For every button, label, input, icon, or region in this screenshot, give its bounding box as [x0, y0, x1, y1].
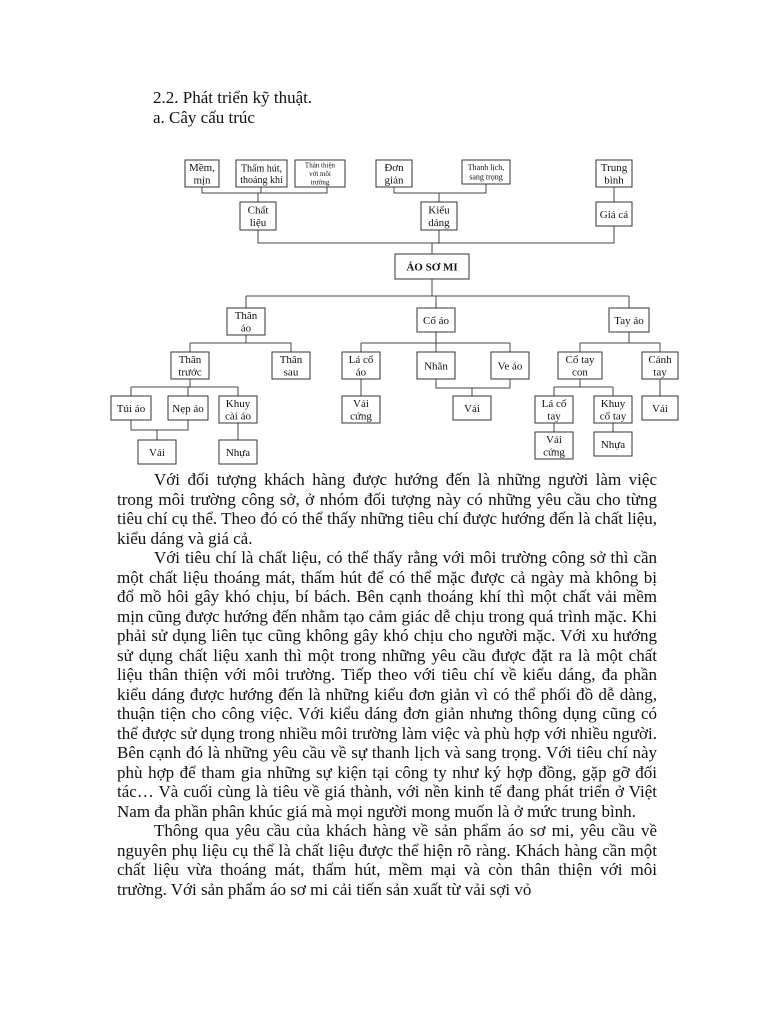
tree-node-co-tay-con — [558, 352, 602, 379]
tree-node-nep-ao — [168, 396, 208, 420]
tree-node-tham-hut — [236, 160, 287, 187]
tree-node-la-co-tay — [535, 396, 573, 423]
tree-node-label: trước — [178, 366, 202, 379]
tree-node-label: Lá cổ — [348, 354, 374, 367]
tree-node-tui-ao — [111, 396, 151, 420]
tree-node-than-truoc — [171, 352, 209, 379]
tree-connector — [131, 420, 188, 430]
tree-node-tay-ao — [609, 308, 649, 332]
tree-node-label: tay — [547, 410, 561, 423]
tree-node-label: Đơn — [384, 162, 404, 175]
structure-tree-diagram — [0, 0, 768, 470]
tree-node-label: Nẹp áo — [172, 402, 204, 415]
tree-node-label: cứng — [543, 446, 565, 459]
tree-node-khuy-cai-ao — [219, 396, 257, 423]
tree-node-label: con — [572, 366, 588, 379]
tree-node-nhua-1 — [219, 440, 257, 464]
tree-node-label: Thân — [234, 310, 258, 323]
tree-node-than-ao — [227, 308, 265, 335]
tree-node-khuy-co-tay — [594, 396, 632, 423]
tree-node-label: tay — [653, 366, 667, 379]
tree-node-label: Trung — [600, 162, 628, 175]
tree-node-vai-1 — [453, 396, 491, 420]
tree-nodes — [111, 160, 678, 464]
tree-node-label: Vải — [353, 398, 369, 411]
tree-connector — [246, 335, 291, 352]
tree-node-label: Kiểu — [428, 204, 450, 217]
tree-node-label: bình — [604, 174, 624, 187]
tree-node-label: Khuy — [600, 398, 626, 411]
tree-node-label: dáng — [428, 217, 450, 230]
tree-node-label: Lá cổ — [541, 398, 567, 411]
tree-node-label: Thân — [279, 354, 303, 367]
tree-node-label: Mềm, — [189, 162, 215, 175]
tree-node-label: trường — [310, 178, 330, 187]
tree-node-trung-binh — [596, 160, 632, 187]
tree-node-label: Thấm hút, — [240, 163, 283, 175]
tree-node-co-ao — [417, 308, 455, 332]
tree-node-label: liệu — [249, 217, 267, 230]
tree-node-thanh-lich — [462, 160, 510, 184]
tree-node-label: cứng — [350, 410, 372, 423]
tree-node-label: sang trọng — [469, 172, 503, 182]
section-heading: 2.2. Phát triển kỹ thuật. — [153, 88, 313, 107]
tree-node-la-co-ao — [342, 352, 380, 379]
tree-node-vai-2 — [642, 396, 678, 420]
tree-node-than-thien — [295, 160, 345, 187]
tree-node-label: Nhãn — [424, 360, 448, 373]
tree-node-don-gian — [376, 160, 412, 187]
tree-node-label: Thân thiện — [304, 161, 336, 170]
tree-node-label: Cánh — [648, 354, 672, 367]
tree-node-label: Vải — [546, 434, 562, 447]
paragraph-intro: Với đối tượng khách hàng được hướng đến là những người làm việc trong môi trường công sở, ở nhóm đối tượng này có những yêu cầu cho từng tiêu chí cụ thể. Theo đó có thể thấy những tiêu chí được hướng đến là chất liệu, kiểu dáng và giá cả. — [117, 470, 657, 548]
subheading: a. Cây cấu trúc — [153, 108, 255, 127]
tree-node-nhua-2 — [594, 432, 632, 456]
tree-node-label: Túi áo — [116, 402, 146, 415]
tree-connectors — [131, 184, 660, 440]
tree-node-vai-cung-1 — [342, 396, 380, 423]
tree-node-label: thoáng khí — [240, 174, 283, 186]
tree-node-gia-ca — [596, 202, 632, 226]
tree-node-nhan — [417, 352, 455, 379]
tree-node-label: áo — [355, 366, 367, 379]
tree-node-label: Vải — [149, 446, 165, 459]
paragraph-materials: Thông qua yêu cầu của khách hàng về sản phẩm áo sơ mi, yêu cầu về nguyên phụ liệu cụ thể là chất liệu được thể hiện rõ ràng. Khách hàng cần một chất liệu vừa thoáng mát, thấm hút, mềm mại và còn thân thiện với môi trường. Với sản phẩm áo sơ mi cải tiến sản xuất từ vải sợi vỏ — [117, 821, 657, 899]
tree-node-than-sau — [272, 352, 310, 379]
tree-connector — [436, 379, 510, 388]
tree-node-label: ÁO SƠ MI — [406, 261, 458, 274]
tree-node-label: Tay áo — [614, 314, 644, 327]
tree-node-canh-tay — [642, 352, 678, 379]
tree-node-label: Giá cả — [599, 208, 629, 221]
tree-node-label: cài áo — [225, 410, 251, 423]
tree-node-label: Nhựa — [600, 438, 626, 451]
paragraph-criteria: Với tiêu chí là chất liệu, có thể thấy rằng với môi trường công sở thì cần một chất liệu thoáng mát, thấm hút để có thể mặc được cả ngày mà không bị đổ mồ hôi gây khó chịu, bí bách. Bên cạnh thoáng khí thì một chất vải mềm mịn cũng được hướng đến nhằm tạo cảm giác dễ chịu trong quá trình mặc. Khi phải sử dụng liên tục cũng không gây khó chịu cho người mặc. Với xu hướng sử dụng chất liệu xanh thì một trong những yêu cầu được đặt ra là một chất liệu thân thiện với môi trường. Tiếp theo với tiêu chí về kiểu dáng, đa phần kiểu dáng được hướng đến là những kiểu đơn giản vì có thể phối đồ dễ dàng, thuận tiện cho công việc. Với kiểu dáng đơn giản nhưng thông dụng cũng có thể được sử dụng trong nhiều môi trường làm việc và phù hợp với nhiều người. Bên cạnh đó là những yêu cầu về sự thanh lịch và sang trọng. Với tiêu chí này phù hợp để tham gia những sự kiện tại công ty như ký hợp đồng, gặp gỡ đối tác… Và cuối cùng là tiêu về giá thành, với nền kinh tế đang phát triển ở Việt Nam đa phần phân khúc giá mà mọi người mong muốn là ở mức trung bình. — [117, 548, 657, 821]
tree-connector — [202, 187, 327, 193]
tree-node-ao-so-mi — [395, 254, 469, 279]
tree-node-label: Khuy — [225, 398, 251, 411]
tree-node-label: giản — [384, 174, 404, 187]
tree-node-label: Thân — [178, 354, 202, 367]
tree-node-vai-cung-2 — [535, 432, 573, 459]
tree-node-label: Vải — [652, 402, 668, 415]
tree-node-label: Cổ áo — [423, 314, 449, 327]
tree-node-label: sau — [283, 366, 299, 379]
body-text — [117, 470, 657, 899]
tree-node-label: Thanh lịch, — [467, 163, 505, 173]
tree-node-label: Ve áo — [497, 360, 523, 373]
tree-node-chat-lieu — [240, 202, 276, 230]
tree-node-label: Vải — [464, 402, 480, 415]
tree-node-label: cổ tay — [599, 410, 627, 423]
tree-node-label: áo — [240, 322, 252, 335]
tree-node-vai-3 — [138, 440, 176, 464]
tree-node-ve-ao — [491, 352, 529, 379]
tree-node-label: Nhựa — [225, 446, 251, 459]
tree-node-label: Cổ tay — [565, 354, 595, 367]
tree-node-mem-min — [185, 160, 219, 187]
tree-node-kieu-dang — [421, 202, 457, 230]
tree-node-label: với môi — [309, 169, 331, 178]
tree-node-label: mịn — [193, 174, 211, 187]
tree-node-label: Chất — [247, 204, 269, 217]
